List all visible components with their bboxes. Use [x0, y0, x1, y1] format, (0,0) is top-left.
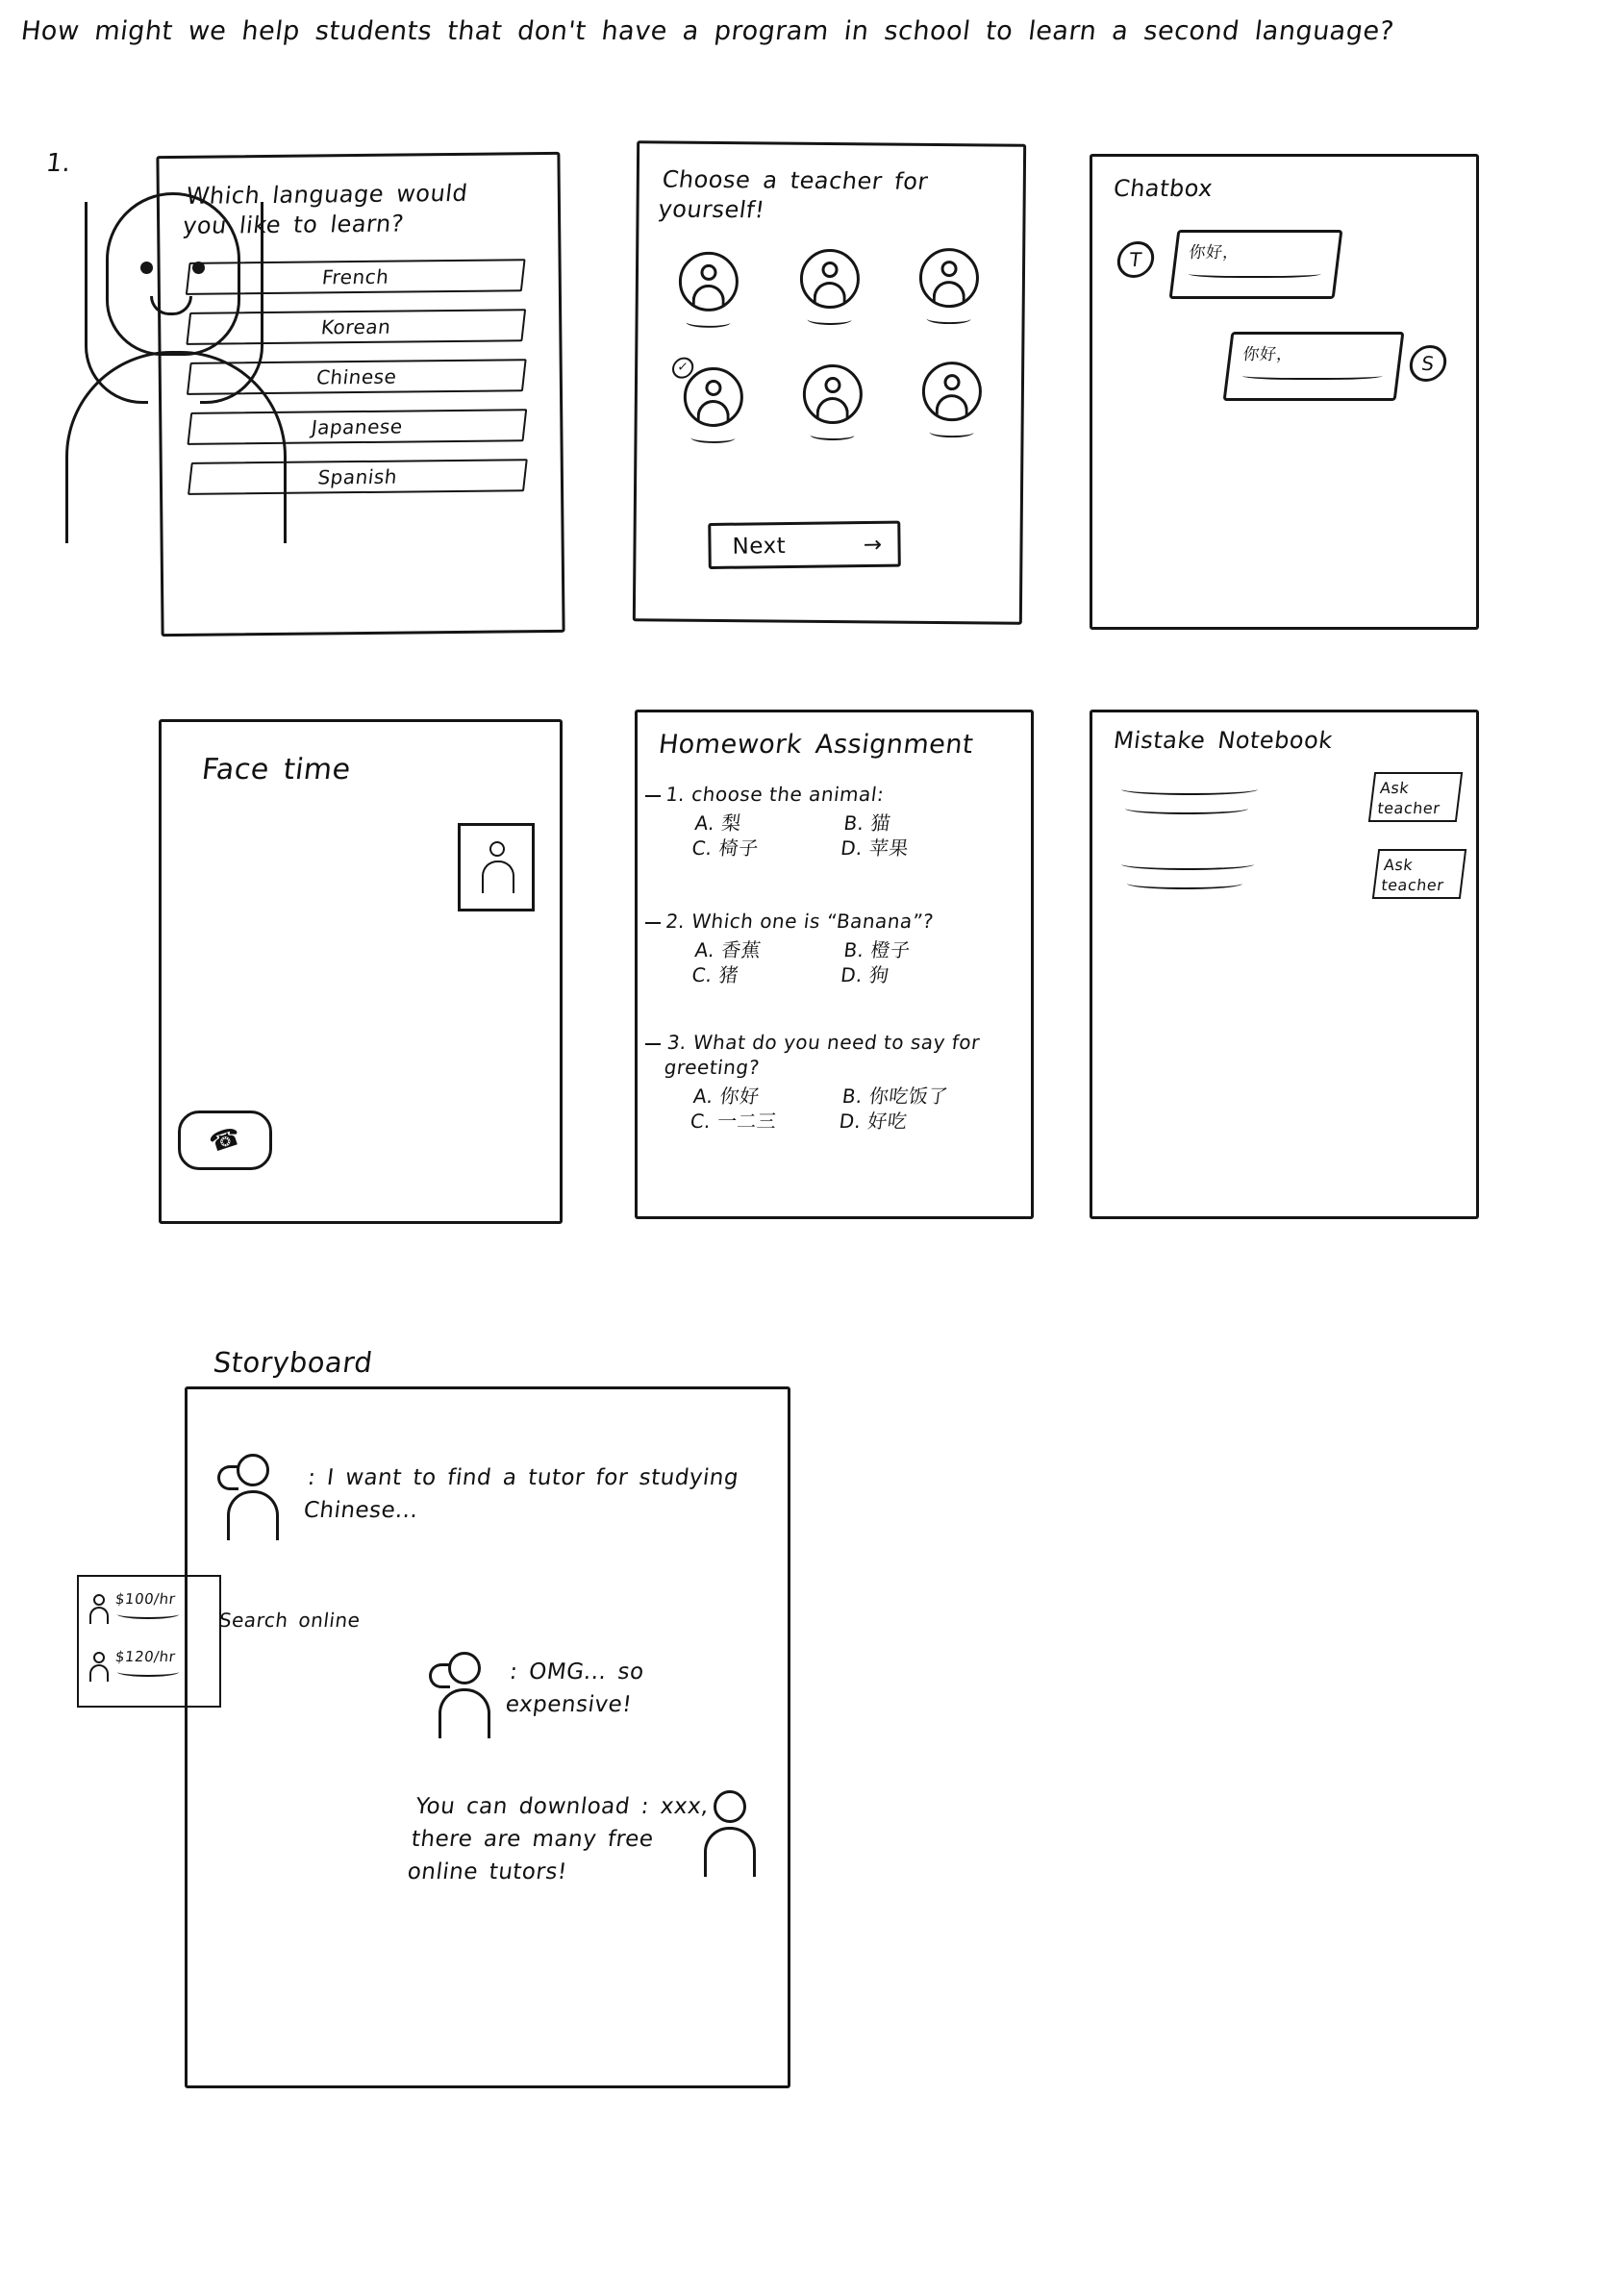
- language-option-french[interactable]: French: [186, 259, 526, 295]
- storyboard-person-2: [435, 1652, 494, 1738]
- homework-question-1: [658, 782, 1023, 861]
- q2-option-a[interactable]: A. 香蕉: [693, 938, 763, 961]
- storyboard-panel-1-text: : I want to find a tutor for studying Chinese...: [302, 1465, 740, 1523]
- ask-teacher-label-2b: teacher: [1380, 876, 1445, 894]
- step-number: 1.: [44, 149, 73, 178]
- language-select-title: Which language would you like to learn?: [181, 179, 469, 239]
- mistake-notebook-title: Mistake Notebook: [1112, 727, 1335, 754]
- eye-left: [140, 262, 153, 274]
- shoulders: [65, 351, 287, 543]
- q2-option-d[interactable]: D. 狗: [839, 963, 891, 986]
- tutor-price-1: $100/hr: [113, 1590, 177, 1608]
- mistake-line-2a: [1121, 859, 1254, 870]
- language-option-spanish[interactable]: Spanish: [188, 459, 528, 495]
- teacher-avatar-5[interactable]: [803, 364, 864, 425]
- person-icon-head: [489, 841, 505, 857]
- facetime-title: Face time: [199, 753, 353, 786]
- chat-bubble-teacher-text: 你好，: [1188, 243, 1241, 262]
- teacher-name-line-3: [927, 313, 971, 324]
- teacher-selected-check: ✓: [671, 358, 695, 379]
- person3-head: [714, 1790, 746, 1823]
- teacher-name-line-2: [808, 314, 852, 325]
- teacher-avatar-3[interactable]: [919, 248, 980, 309]
- q2-text: Which one is “Banana”?: [689, 910, 936, 933]
- remote-video-person: [65, 192, 287, 538]
- next-button[interactable]: [708, 521, 901, 569]
- tutor-price-2: $120/hr: [113, 1648, 177, 1665]
- ask-teacher-label-1b: teacher: [1376, 799, 1441, 817]
- chatbox-title: Chatbox: [1112, 175, 1215, 202]
- storyboard-title: Storyboard: [211, 1346, 375, 1379]
- tutor-result-1[interactable]: [88, 1590, 212, 1629]
- q1-text: choose the animal:: [689, 783, 886, 806]
- language-option-korean[interactable]: Korean: [186, 309, 526, 345]
- teacher-tag: T: [1115, 241, 1157, 278]
- page-title: How might we help students that don't have a program in school to learn a second language?: [19, 16, 1396, 46]
- homework-question-2: [658, 909, 1023, 987]
- screen-chatbox: [1090, 154, 1479, 630]
- next-button-label: Next: [732, 534, 787, 560]
- screen-teacher-select: [633, 140, 1026, 625]
- storyboard-person-3: [700, 1790, 760, 1877]
- q1-option-d[interactable]: D. 苹果: [839, 836, 911, 860]
- q3-option-d[interactable]: D. 好吃: [838, 1110, 909, 1133]
- homework-question-3: [656, 1030, 1024, 1134]
- tutor-avatar-icon-1: [88, 1594, 110, 1623]
- teacher-select-title: Choose a teacher for yourself!: [656, 165, 930, 224]
- q2-option-c[interactable]: C. 猪: [690, 963, 740, 986]
- phone-icon: ☎: [205, 1121, 245, 1160]
- ask-teacher-label-2a: Ask: [1383, 856, 1415, 874]
- language-option-japanese[interactable]: Japanese: [187, 409, 527, 445]
- teacher-name-line-5: [810, 430, 854, 440]
- q3-text: What do you need to say for greeting?: [663, 1031, 982, 1079]
- q2-number: 2.: [664, 910, 688, 933]
- person1-arm: [217, 1465, 238, 1490]
- q3-option-c[interactable]: C. 一二三: [689, 1110, 779, 1133]
- tutor-avatar-icon-2: [88, 1652, 110, 1681]
- person-icon-body: [482, 861, 514, 893]
- chat-bubble-student-line: [1241, 370, 1383, 380]
- storyboard-panel-2-text: : OMG... so expensive!: [504, 1660, 646, 1717]
- q1-option-b[interactable]: B. 猫: [842, 811, 892, 835]
- person2-head: [448, 1652, 481, 1685]
- teacher-avatar-4[interactable]: [684, 367, 744, 428]
- q2-option-b[interactable]: B. 橙子: [842, 938, 913, 961]
- mistake-line-2b: [1127, 878, 1242, 889]
- storyboard-search-label: Search online: [217, 1609, 363, 1632]
- homework-title: Homework Assignment: [657, 730, 976, 760]
- tutor-result-2[interactable]: [88, 1648, 212, 1686]
- person2-body: [439, 1688, 490, 1738]
- person2-arm: [429, 1663, 450, 1688]
- tutor-search-card[interactable]: [77, 1575, 221, 1708]
- language-option-chinese[interactable]: Chinese: [187, 359, 527, 395]
- hangup-button[interactable]: [178, 1111, 272, 1170]
- chat-bubble-teacher[interactable]: [1169, 230, 1343, 299]
- teacher-avatar-6[interactable]: [922, 362, 983, 422]
- person3-body: [704, 1827, 756, 1877]
- eye-right: [192, 262, 205, 274]
- storyboard-person-1: [223, 1454, 283, 1540]
- mistake-line-1b: [1125, 803, 1248, 814]
- screen-homework: [635, 710, 1034, 1219]
- student-tag: S: [1408, 345, 1449, 382]
- chat-bubble-student-text: 你好，: [1241, 345, 1295, 364]
- person1-head: [237, 1454, 269, 1486]
- q1-number: 1.: [664, 783, 688, 806]
- chat-bubble-student[interactable]: [1223, 332, 1405, 401]
- chat-bubble-teacher-line: [1188, 268, 1321, 278]
- tutor-detail-line-1: [117, 1610, 179, 1619]
- self-view-thumbnail[interactable]: [458, 823, 535, 911]
- ask-teacher-label-1a: Ask: [1379, 779, 1411, 797]
- screen-mistake-notebook: [1090, 710, 1479, 1219]
- q3-option-a[interactable]: A. 你好: [691, 1085, 762, 1108]
- ask-teacher-button-2[interactable]: [1372, 849, 1466, 899]
- teacher-avatar-1[interactable]: [679, 252, 739, 312]
- arrow-right-icon: →: [863, 532, 883, 559]
- face-outline: [106, 192, 240, 356]
- ask-teacher-button-1[interactable]: [1368, 772, 1463, 822]
- teacher-name-line-4: [690, 433, 735, 443]
- person1-body: [227, 1490, 279, 1540]
- q1-option-a[interactable]: A. 梨: [693, 811, 743, 835]
- teacher-avatar-2[interactable]: [800, 249, 861, 310]
- q3-option-b[interactable]: B. 你吃饭了: [840, 1085, 950, 1108]
- q1-option-c[interactable]: C. 椅子: [690, 836, 761, 860]
- storyboard-panel-3-text: You can download : xxx, there are many free online tutors!: [406, 1794, 711, 1884]
- q3-number: 3.: [665, 1031, 689, 1054]
- teacher-name-line-1: [686, 317, 730, 328]
- tutor-detail-line-2: [117, 1667, 179, 1677]
- mistake-line-1a: [1121, 784, 1258, 795]
- teacher-name-line-6: [930, 427, 974, 437]
